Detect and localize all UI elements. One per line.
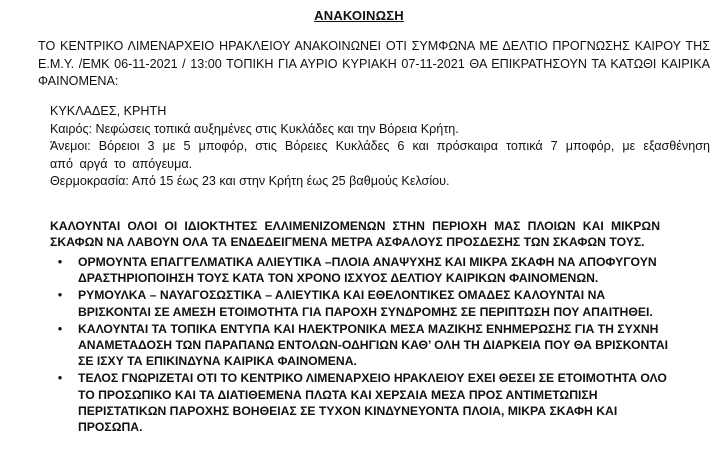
intro-paragraph: ΤΟ ΚΕΝΤΡΙΚΟ ΛΙΜΕΝΑΡΧΕΙΟ ΗΡΑΚΛΕΙΟΥ ΑΝΑΚΟΙΝΩΝΕΙ ΟΤΙ ΣΥΜΦΩΝΑ ΜΕ ΔΕΛΤΙΟ ΠΡΟΓΝΩΣΗΣ ΚΑΙΡΟΥ ΤΗΣ Ε.Μ.Υ. /ΕΜΚ 06-11-2021 / 13:00 ΤΟΠΙΚΗ ΓΙΑ ΑΥΡΙΟ ΚΥΡΙΑΚΗ 07-11-2021 ΘΑ ΕΠΙΚΡΑΤΗΣΟΥΝ ΤΑ ΚΑΤΩΘΙ ΚΑΙΡΙΚΑ ΦΑΙΝΟΜΕΝΑ: [38, 39, 710, 88]
bullet-icon: • [57, 371, 63, 386]
owners-notice: ΚΑΛΟΥΝΤΑΙ ΟΛΟΙ ΟΙ ΙΔΙΟΚΤΗΤΕΣ ΕΛΛΙΜΕΝΙΖΟΜΕΝΩΝ ΣΤΗΝ ΠΕΡΙΟΧΗ ΜΑΣ ΠΛΟΙΩΝ ΚΑΙ ΜΙΚΡΩΝ ΣΚΑΦΩΝ ΝΑ ΛΑΒΟΥΝ ΟΛΑ ΤΑ ΕΝΔΕΔΕΙΓΜΕΝΑ ΜΕΤΡΑ ΑΣΦΑΛΟΥΣ ΠΡΟΣΔΕΣΗΣ ΤΩΝ ΣΚΑΦΩΝ ΤΟΥΣ. [50, 219, 660, 250]
forecast-region: ΚΥΚΛΑΔΕΣ, ΚΡΗΤΗ [50, 104, 167, 118]
bullet-icon: • [57, 321, 63, 336]
list-item-text: ΡΥΜΟΥΛΚΑ – ΝΑΥΑΓΟΣΩΣΤΙΚΑ – ΑΛΙΕΥΤΙΚΑ ΚΑΙ ΕΘΕΛΟΝΤΙΚΕΣ ΟΜΑΔΕΣ ΚΑΛΟΥΝΤΑΙ ΝΑ ΒΡΙΣΚΟΝΤΑΙ ΣΕ ΑΜΕΣΗ ΕΤΟΙΜΟΤΗΤΑ ΓΙΑ ΠΑΡΟΧΗ ΣΥΝΔΡΟΜΗΣ ΣΕ ΠΕΡΙΠΤΩΣΗ ΠΟΥ ΑΠΑΙΤΗΘΕΙ. [78, 288, 653, 319]
list-item [50, 370, 670, 435]
bullet-icon: • [57, 255, 63, 269]
list-item-text: ΤΕΛΟΣ ΓΝΩΡΙΖΕΤΑΙ ΟΤΙ ΤΟ ΚΕΝΤΡΙΚΟ ΛΙΜΕΝΑΡΧΕΙΟ ΗΡΑΚΛΕΙΟΥ ΕΧΕΙ ΘΕΣΕΙ ΣΕ ΕΤΟΙΜΟΤΗΤΑ ΟΛΟ ΤΟ ΠΡΟΣΩΠΙΚΟ ΚΑΙ ΤΑ ΔΙΑΤΙΘΕΜΕΝΑ ΠΛΩΤΑ ΚΑΙ ΧΕΡΣΑΙΑ ΜΕΣΑ ΠΡΟΣ ΑΝΤΙΜΕΤΩΠΙΣΗ ΠΕΡΙΣΤΑΤΙΚΩΝ ΠΑΡΟΧΗΣ ΒΟΗΘΕΙΑΣ ΣΕ ΤΥΧΟΝ ΚΙΝΔΥΝΕΥΟΝΤΑ ΠΛΟΙΑ, ΜΙΚΡΑ ΣΚΑΦΗ ΚΑΙ ΠΡΟΣΩΠΑ. [78, 371, 667, 435]
forecast-winds: Άνεμοι: Βόρειοι 3 με 5 μποφόρ, στις Βόρειες Κυκλάδες 6 και πρόσκαιρα τοπικά 7 μποφόρ, με εξασθένηση από αργά το απόγευμα. [50, 139, 710, 171]
forecast-temperature: Θερμοκρασία: Από 15 έως 23 και στην Κρήτη έως 25 βαθμούς Κελσίου. [50, 174, 450, 188]
page-title: ΑΝΑΚΟΙΝΩΣΗ [314, 8, 404, 23]
instructions-list [50, 254, 670, 436]
bullet-icon: • [57, 288, 63, 303]
list-item-text: ΟΡΜΟΥΝΤΑ ΕΠΑΓΓΕΛΜΑΤΙΚΑ ΑΛΙΕΥΤΙΚΑ –ΠΛΟΙΑ ΑΝΑΨΥΧΗΣ ΚΑΙ ΜΙΚΡΑ ΣΚΑΦΗ ΝΑ ΑΠΟΦΥΓΟΥΝ ΔΡΑΣΤΗΡΙΟΠΟΙΗΣΗ ΤΟΥΣ ΚΑΤΑ ΤΟΝ ΧΡΟΝΟ ΙΣΧΥΟΣ ΔΕΛΤΙΟΥ ΚΑΙΡΙΚΩΝ ΦΑΙΝΟΜΕΝΩΝ. [78, 255, 657, 286]
list-item [50, 254, 670, 286]
list-item [50, 287, 670, 319]
weather-forecast-block [50, 103, 710, 191]
list-item-text: ΚΑΛΟΥΝΤΑΙ ΤΑ ΤΟΠΙΚΑ ΕΝΤΥΠΑ ΚΑΙ ΗΛΕΚΤΡΟΝΙΚΑ ΜΕΣΑ ΜΑΖΙΚΗΣ ΕΝΗΜΕΡΩΣΗΣ ΓΙΑ ΤΗ ΣΥΧΝΗ ΑΝΑΜΕΤΑΔΟΣΗ ΤΩΝ ΠΑΡΑΠΑΝΩ ΕΝΤΟΛΩΝ-ΟΔΗΓΙΩΝ ΚΑΘ’ ΟΛΗ ΤΗ ΔΙΑΡΚΕΙΑ ΠΟΥ ΘΑ ΒΡΙΣΚΟΝΤΑΙ ΣΕ ΙΣΧΥ ΤΑ ΕΠΙΚΙΝΔΥΝΑ ΚΑΙΡΙΚΑ ΦΑΙΝΟΜΕΝΑ. [78, 321, 669, 369]
list-item [50, 321, 670, 370]
forecast-conditions: Καιρός: Νεφώσεις τοπικά αυξημένες στις Κυκλάδες και την Βόρεια Κρήτη. [50, 121, 459, 136]
